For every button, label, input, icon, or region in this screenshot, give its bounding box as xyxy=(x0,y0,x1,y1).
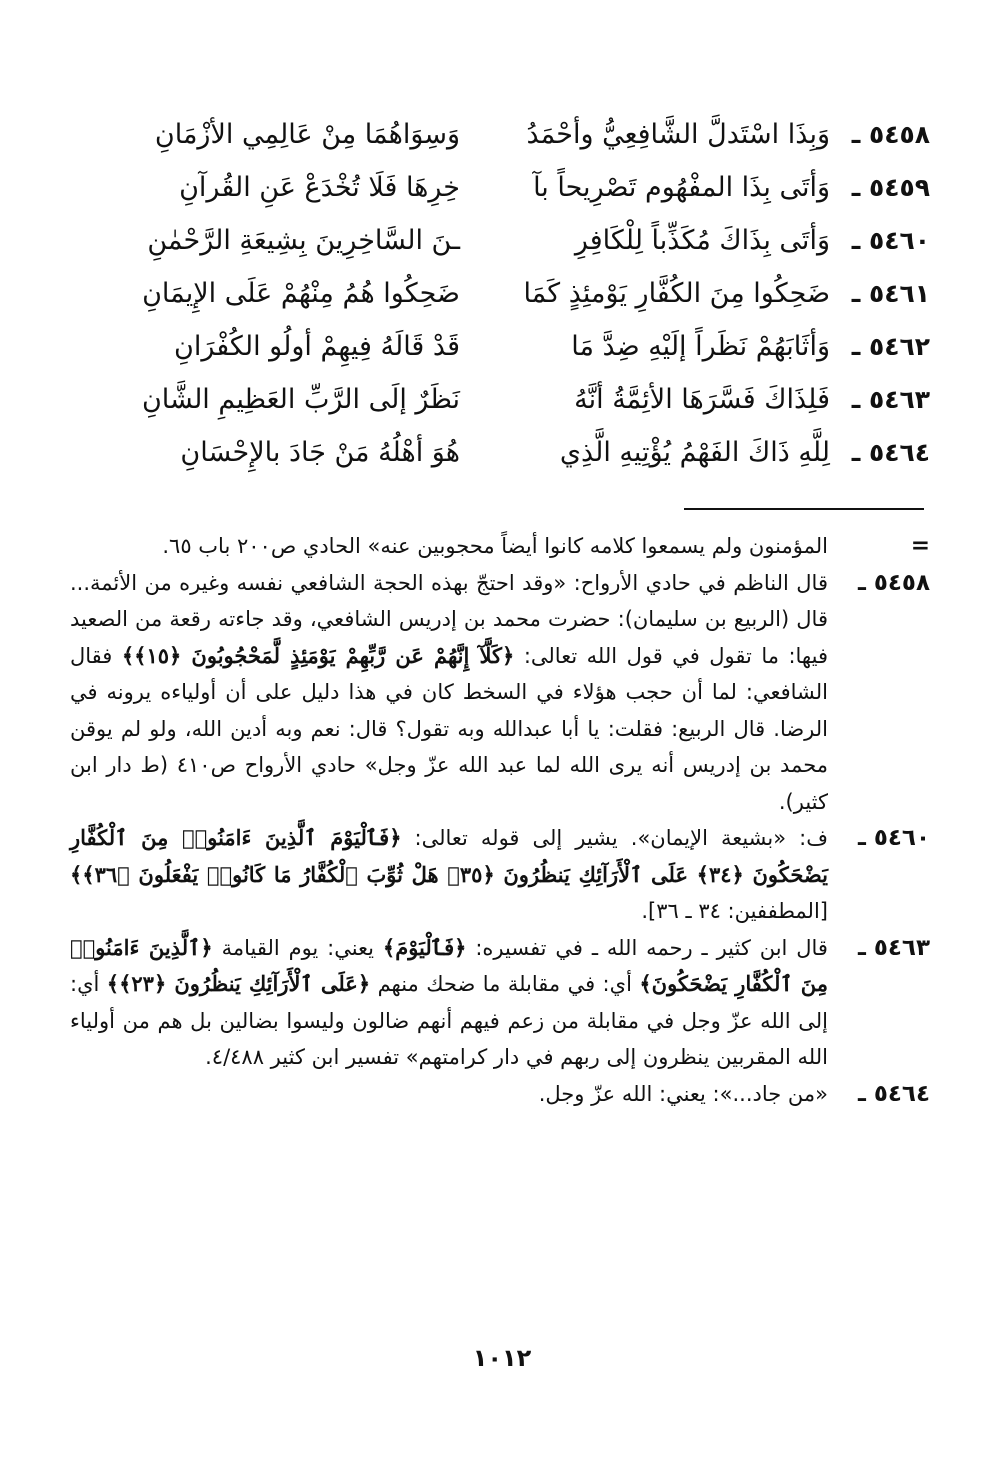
verse-5460 xyxy=(70,214,930,267)
footnote-separator xyxy=(684,508,924,510)
verse-5464 xyxy=(70,426,930,479)
poem-verses xyxy=(70,108,930,479)
footnote-mark: ٥٤٦٤ ـ xyxy=(857,1080,930,1107)
quran-quote: ﴿فَٱلْيَوْمَ ٱلَّذِينَ ءَامَنُوا۟ مِنَ ٱلْكُفَّارِ يَضْحَكُونَ ﴿٣٤﴾ عَلَى ٱلْأَرَآئِكِ يَنظُرُونَ ﴿٣٥﴾ هَلْ ثُوِّبَ ٱلْكُفَّارُ مَا كَانُوا۟ يَفْعَلُونَ ﴿٣٦﴾﴾ xyxy=(70,825,828,887)
quran-quote: ﴿عَلَى ٱلْأَرَآئِكِ يَنظُرُونَ ﴿٢٣﴾﴾ xyxy=(106,971,371,996)
verse-5458 xyxy=(70,108,930,161)
footnote-mark: ٥٤٥٨ ـ xyxy=(857,569,930,596)
verse-number: ٥٤٦٠ ـ xyxy=(851,226,930,255)
footnote-text: قال ابن كثير ـ رحمه الله ـ في تفسيره: xyxy=(475,935,828,960)
verse-first-hemistich: وَأتَى بِذَاكَ مُكَذِّباً لِلْكَافِرِ xyxy=(574,225,830,256)
footnote-text: المؤمنون ولم يسمعوا كلامه كانوا أيضاً محجوبين عنه» الحادي ص٢٠٠ باب ٦٥. xyxy=(162,534,828,558)
verse-first-hemistich: لِلَّهِ ذَاكَ الفَهْمُ يُؤْتِيهِ الَّذِي xyxy=(559,437,830,468)
verse-number: ٥٤٥٨ ـ xyxy=(851,120,930,149)
footnote-text: ف: «بشيعة الإيمان». يشير إلى قوله تعالى: xyxy=(414,826,828,850)
footnote-text: يعني: يوم القيامة xyxy=(221,935,375,960)
verse-second-hemistich: قَدْ قَالَهُ فِيهِمْ أولُو الكُفْرَانِ xyxy=(174,331,460,362)
verse-first-hemistich: وَبِذَا اسْتَدلَّ الشَّافِعِيُّ وأحْمَدُ xyxy=(526,119,830,150)
verse-5459 xyxy=(70,161,930,214)
verse-first-hemistich: وَأتَى بِذَا المفْهُوم تَصْرِيحاً بآ xyxy=(533,172,830,203)
verse-5462 xyxy=(70,320,930,373)
verse-second-hemistich: نَظَرٌ إلَى الرَّبِّ العَظِيمِ الشَّانِ xyxy=(141,384,460,415)
footnote-mark: = xyxy=(910,533,930,559)
footnote-text: فقال الشافعي: لما أن حجب هؤلاء في السخط كان في هذا دليل على أن أولياءه يرونه في الرضا. قال الربيع: فقلت: يا أبا عبدالله وبه تقول؟ قال: نعم وبه أدين الله، ولو لم يوقن محمد بن إدريس أنه يرى الله لما عبد الله عزّ وجل» حادي الأرواح ص٤١٠ (ط دار ابن كثير). xyxy=(70,643,828,814)
page-number: ١٠١٢ xyxy=(472,1344,532,1372)
quran-quote: ﴿كَلَّآ إِنَّهُمْ عَن رَّبِّهِمْ يَوْمَئِذٍ لَّمَحْجُوبُونَ ﴿١٥﴾﴾ xyxy=(121,642,515,668)
footnote-mark: ٥٤٦٠ ـ xyxy=(857,825,930,851)
footnote-text: أي: في مقابلة ما ضحك منهم xyxy=(377,972,632,996)
footnote-text: قال الناظم في حادي الأرواح: «وقد احتجّ بهذه الحجة الشافعي نفسه وغيره من الأئمة... قال (الربيع بن سليمان): حضرت محمد بن إدريس الشافعي، وقد جاءته رقعة من الصعيد فيها: ما تقول في قول الله تعالى: xyxy=(70,570,828,668)
footnotes xyxy=(70,528,930,1112)
footnote-text: أي: إلى الله عزّ وجل في مقابلة من زعم فيهم أنهم ضالون وليسوا بضالين بل هم من أولياء الله المقربين ينظرون إلى ربهم في دار كرامتهم» تفسير ابن كثير ٤/٤٨٨. xyxy=(70,972,828,1069)
quran-reference: [المطففين: ٣٤ ـ ٣٦]. xyxy=(641,899,828,923)
verse-5463 xyxy=(70,373,930,426)
verse-second-hemistich: وَسِوَاهُمَا مِنْ عَالِمِي الأزْمَانِ xyxy=(154,119,460,150)
footnote-5460 xyxy=(70,820,930,930)
verse-number: ٥٤٥٩ ـ xyxy=(851,173,930,202)
verse-first-hemistich: ضَحِكُوا مِنَ الكُفَّارِ يَوْمئِذٍ كَمَا xyxy=(523,278,830,309)
verse-second-hemistich: خِرِهَا فَلَا تُخْدَعْ عَنِ القُرآنِ xyxy=(179,172,460,203)
verse-second-hemistich: ـنَ السَّاخِرِينَ بِشِيعَةِ الرَّحْمٰنِ xyxy=(147,225,460,256)
verse-second-hemistich: ضَحِكُوا هُمُ مِنْهُمْ عَلَى الإِيمَانِ xyxy=(142,278,460,309)
verse-second-hemistich: هُوَ أهْلُهُ مَنْ جَادَ بالإِحْسَانِ xyxy=(180,437,460,468)
verse-number: ٥٤٦٣ ـ xyxy=(851,385,930,414)
verse-number: ٥٤٦٤ ـ xyxy=(851,438,930,467)
footnote-5464 xyxy=(70,1076,930,1113)
verse-first-hemistich: فَلِذَاكَ فَسَّرَهَا الأئِمَّةُ أنَّهُ xyxy=(574,384,830,415)
verse-first-hemistich: وَأثَابَهُمْ نَظَراً إلَيْهِ ضِدَّ مَا xyxy=(571,331,830,362)
footnote-5458 xyxy=(70,565,930,821)
quran-quote: ﴿فَٱلْيَوْمَ﴾ xyxy=(382,934,467,960)
footnote-5463 xyxy=(70,930,930,1076)
footnote-continuation xyxy=(70,528,930,565)
verse-5461 xyxy=(70,267,930,320)
footnote-text: «من جاد...»: يعني: الله عزّ وجل. xyxy=(538,1081,828,1106)
quran-quote: ﴿ٱلَّذِينَ ءَامَنُوا۟ مِنَ ٱلْكُفَّارِ يَضْحَكُونَ﴾ xyxy=(70,934,828,996)
verse-number: ٥٤٦١ ـ xyxy=(851,279,930,308)
verse-number: ٥٤٦٢ ـ xyxy=(851,332,930,361)
footnote-mark: ٥٤٦٣ ـ xyxy=(857,934,930,961)
